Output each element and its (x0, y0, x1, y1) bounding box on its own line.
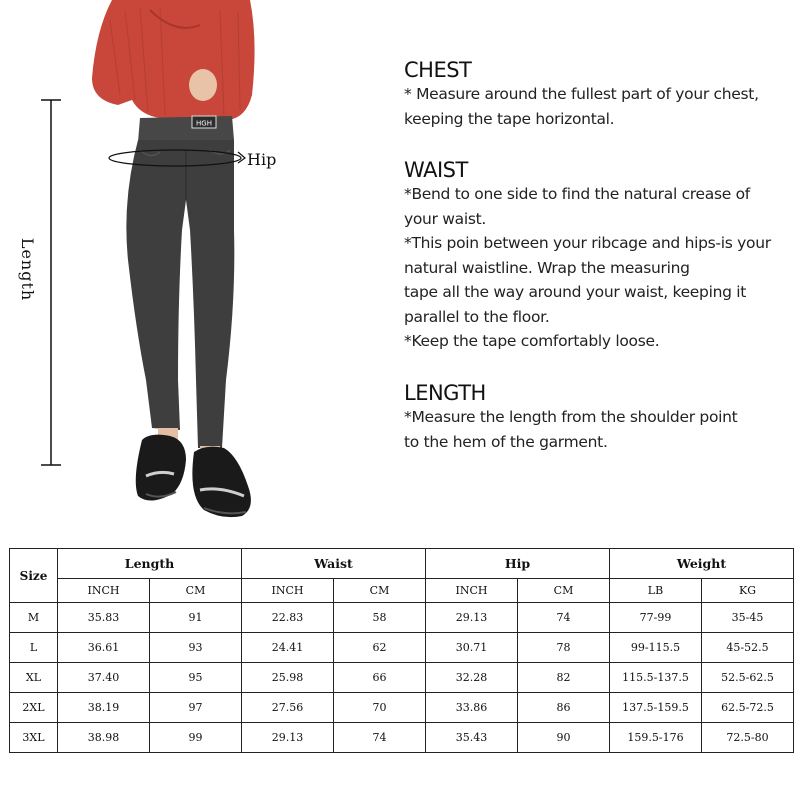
length-line: *Measure the length from the shoulder point (404, 408, 738, 426)
group-header-row (10, 549, 794, 579)
length-label: Length (18, 237, 38, 302)
table-cell: 29.13 (426, 603, 518, 633)
chest-title: CHEST (404, 58, 472, 82)
group-header-length: Length (58, 549, 242, 579)
table-cell: 30.71 (426, 633, 518, 663)
table-cell: 35.83 (58, 603, 150, 633)
table-cell: 159.5-176 (610, 723, 702, 753)
table-cell: 52.5-62.5 (702, 663, 794, 693)
table-cell: 37.40 (58, 663, 150, 693)
table-row (10, 723, 794, 753)
group-header-waist: Waist (242, 549, 426, 579)
table-row (10, 663, 794, 693)
table-cell: 62.5-72.5 (702, 693, 794, 723)
table-cell: 25.98 (242, 663, 334, 693)
waist-line: *This poin between your ribcage and hips-is your (404, 234, 771, 252)
table-row (10, 693, 794, 723)
table-cell: 78 (518, 633, 610, 663)
table-cell: 90 (518, 723, 610, 753)
waist-line: *Bend to one side to find the natural crease of (404, 185, 750, 203)
table-cell: 29.13 (242, 723, 334, 753)
model-figure (0, 0, 380, 530)
table-row (10, 633, 794, 663)
size-chart-table (9, 548, 794, 753)
table-cell: 74 (518, 603, 610, 633)
waist-line: tape all the way around your waist, keeping it (404, 283, 747, 301)
size-cell: 3XL (10, 723, 58, 753)
length-line: to the hem of the garment. (404, 432, 608, 451)
table-cell: 66 (334, 663, 426, 693)
table-cell: 33.86 (426, 693, 518, 723)
table-cell: 137.5-159.5 (610, 693, 702, 723)
unit-header: INCH (58, 579, 150, 603)
waist-line: your waist. (404, 209, 487, 228)
leggings (126, 140, 234, 448)
table-cell: 70 (334, 693, 426, 723)
table-cell: 38.98 (58, 723, 150, 753)
table-cell: 35.43 (426, 723, 518, 753)
table-row (10, 603, 794, 633)
unit-header: INCH (242, 579, 334, 603)
table-cell: 86 (518, 693, 610, 723)
unit-header: CM (518, 579, 610, 603)
table-cell: 27.56 (242, 693, 334, 723)
size-header: Size (10, 549, 58, 603)
hands (189, 69, 217, 101)
size-cell: M (10, 603, 58, 633)
waist-section (404, 158, 794, 354)
table-cell: 22.83 (242, 603, 334, 633)
table-cell: 62 (334, 633, 426, 663)
table-cell: 58 (334, 603, 426, 633)
unit-header: INCH (426, 579, 518, 603)
size-cell: L (10, 633, 58, 663)
unit-header: CM (334, 579, 426, 603)
table-cell: 91 (150, 603, 242, 633)
waistband (138, 116, 234, 142)
size-cell: 2XL (10, 693, 58, 723)
table-cell: 77-99 (610, 603, 702, 633)
chest-line: * Measure around the fullest part of your chest, (404, 85, 759, 103)
table-cell: 32.28 (426, 663, 518, 693)
table-cell: 72.5-80 (702, 723, 794, 753)
table-cell: 97 (150, 693, 242, 723)
waist-line: natural waistline. Wrap the measuring (404, 258, 690, 277)
table-cell: 45-52.5 (702, 633, 794, 663)
table-cell: 82 (518, 663, 610, 693)
right-shoe (192, 447, 251, 517)
waist-title: WAIST (404, 158, 468, 182)
group-header-weight: Weight (610, 549, 794, 579)
svg-text:HGH: HGH (196, 119, 212, 128)
waist-line: *Keep the tape comfortably loose. (404, 332, 660, 350)
table-cell: 115.5-137.5 (610, 663, 702, 693)
table-cell: 35-45 (702, 603, 794, 633)
table-cell: 99 (150, 723, 242, 753)
table-cell: 99-115.5 (610, 633, 702, 663)
table-cell: 93 (150, 633, 242, 663)
unit-header: LB (610, 579, 702, 603)
unit-header-row (10, 579, 794, 603)
size-cell: XL (10, 663, 58, 693)
length-title: LENGTH (404, 381, 486, 405)
table-cell: 36.61 (58, 633, 150, 663)
table-cell: 38.19 (58, 693, 150, 723)
table-cell: 74 (334, 723, 426, 753)
table-cell: 95 (150, 663, 242, 693)
waist-line: parallel to the floor. (404, 307, 550, 326)
left-shoe (136, 435, 186, 501)
table-cell: 24.41 (242, 633, 334, 663)
chest-section (404, 58, 794, 131)
chest-line: keeping the tape horizontal. (404, 109, 615, 128)
hip-label: Hip (247, 150, 277, 169)
sweater (92, 0, 255, 124)
group-header-hip: Hip (426, 549, 610, 579)
unit-header: KG (702, 579, 794, 603)
length-section (404, 381, 794, 454)
unit-header: CM (150, 579, 242, 603)
